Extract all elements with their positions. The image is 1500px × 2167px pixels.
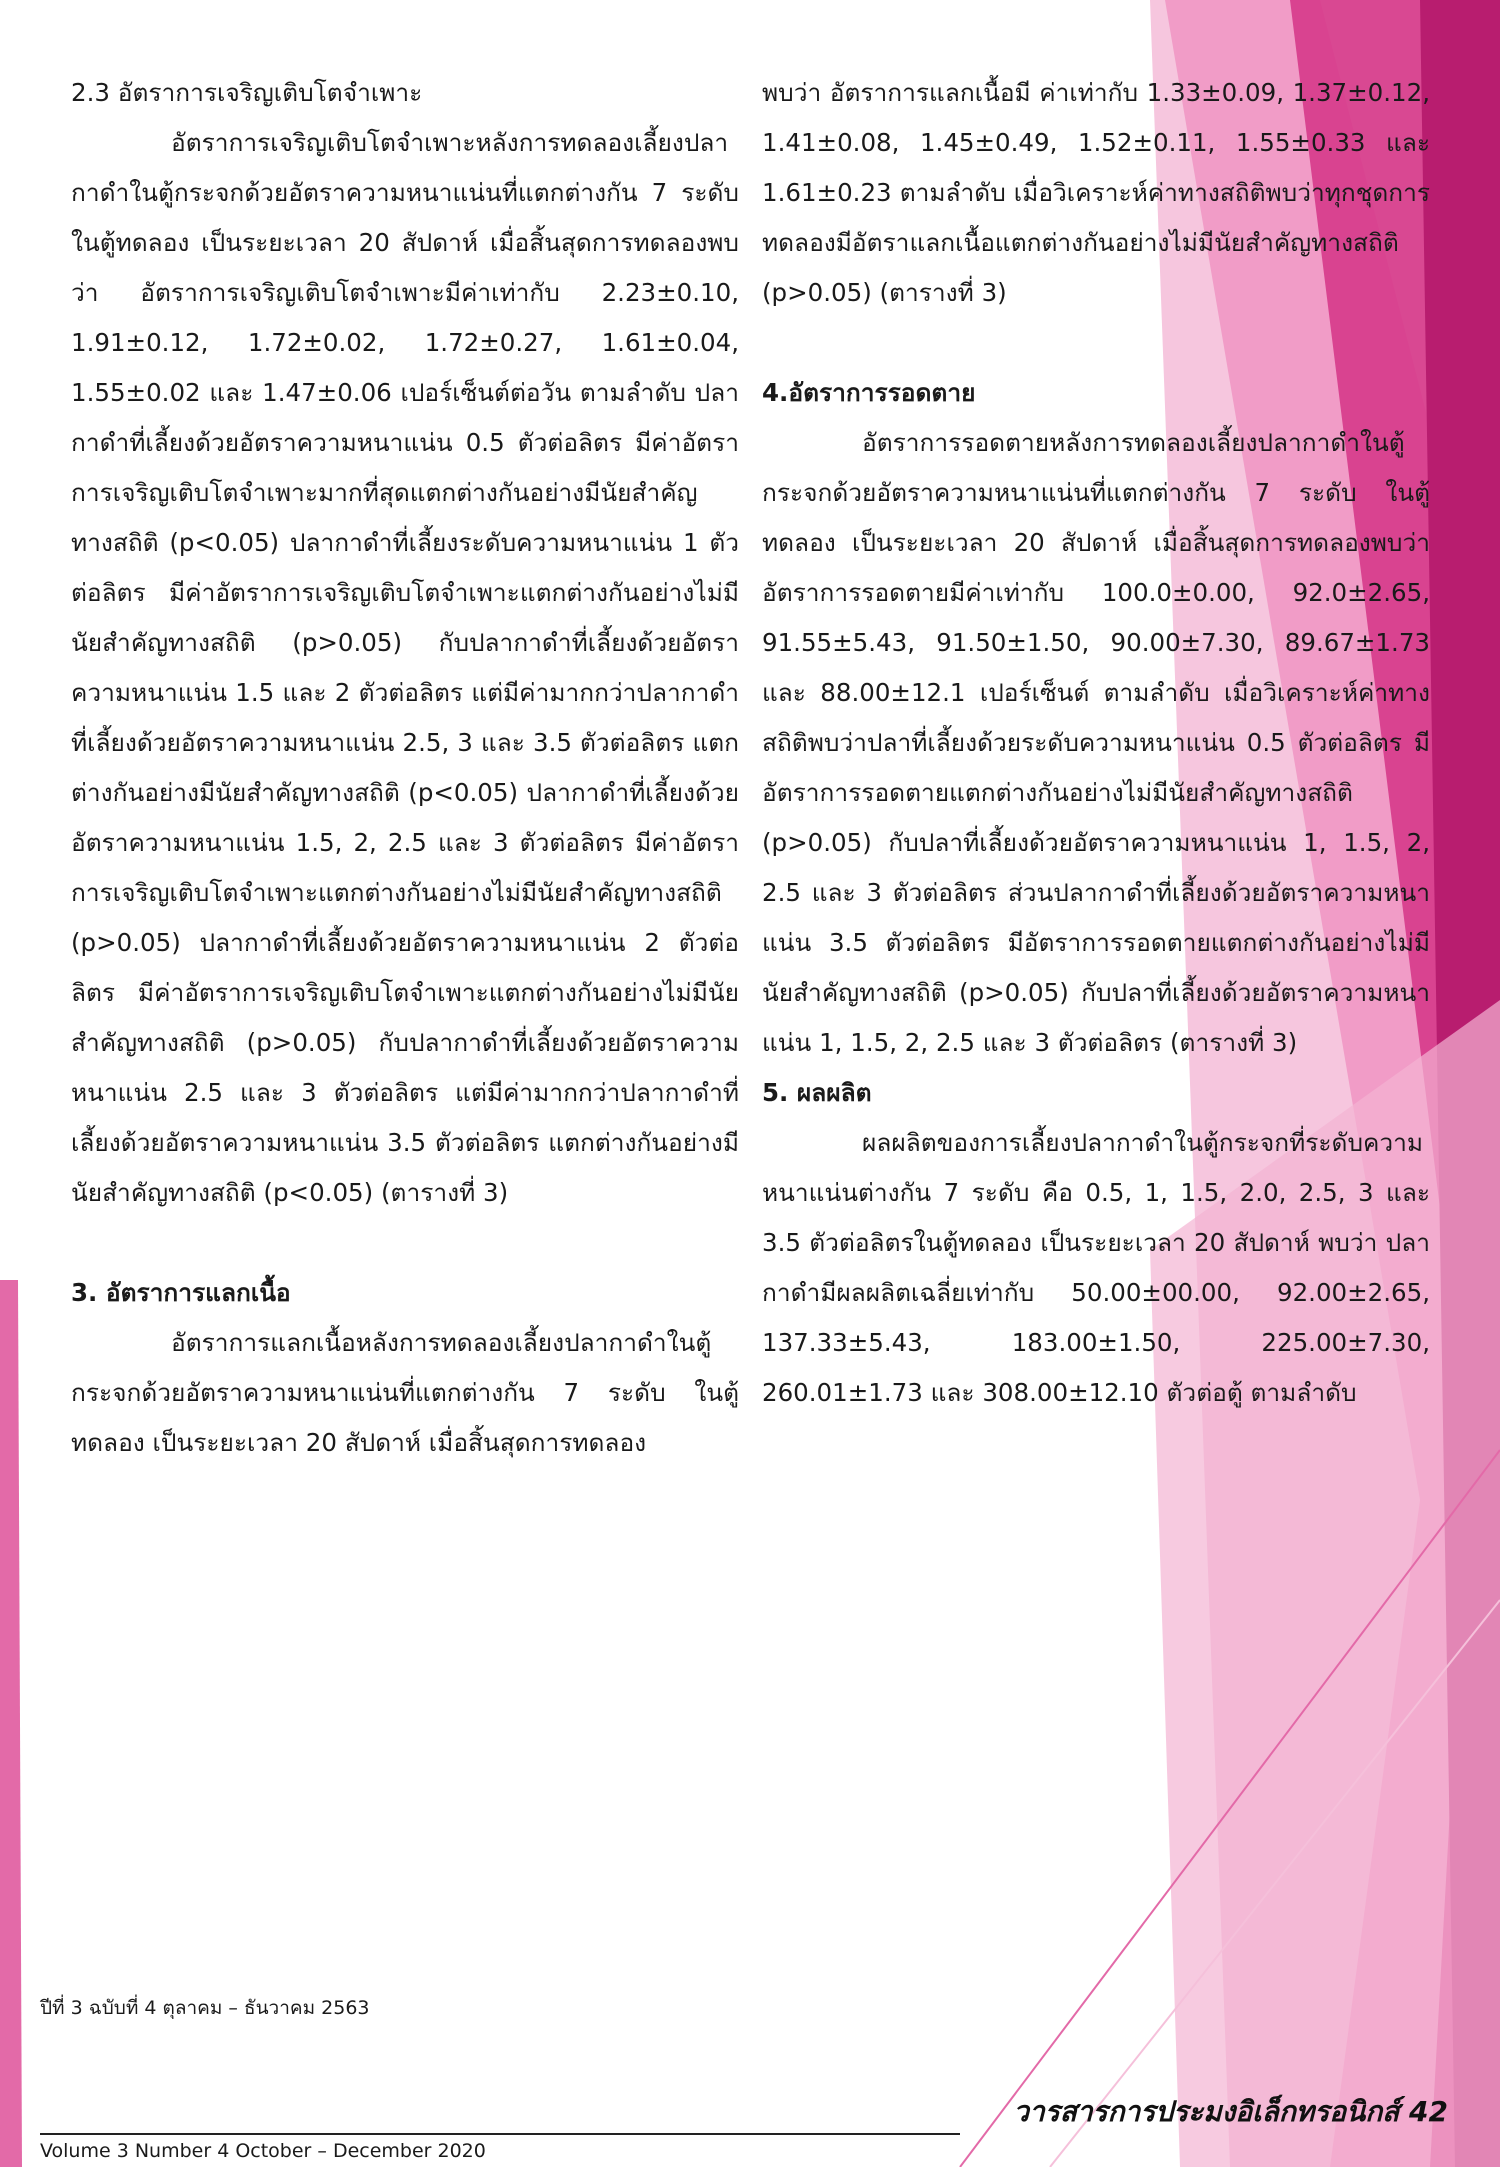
- section-3-paragraph-end: พบว่า อัตราการแลกเนื้อมี ค่าเท่ากับ 1.33±0.09, 1.37±0.12, 1.41±0.08, 1.45±0.49, 1.52±0.11, 1.55±0.33 และ 1.61±0.23 ตามลำดับ เมื่อวิเคราะห์ค่าทางสถิติพบว่าทุกชุดการทดลองมีอัตราแลกเนื้อแตกต่างกันอย่างไม่มีนัยสำคัญทางสถิติ (p>0.05) (ตารางที่ 3): [762, 78, 1430, 307]
- right-column: [762, 68, 1430, 1418]
- journal-running-title: [1013, 2090, 1448, 2134]
- left-column: [71, 68, 739, 1468]
- left-edge-band: [0, 1280, 22, 2167]
- section-4-paragraph: อัตราการรอดตายหลังการทดลองเลี้ยงปลากาดำในตู้กระจกด้วยอัตราความหนาแน่นที่แตกต่างกัน 7 ระดับ ในตู้ทดลอง เป็นระยะเวลา 20 สัปดาห์ เมื่อสิ้นสุดการทดลองพบว่าอัตราการรอดตายมีค่าเท่ากับ 100.0±0.00, 92.0±2.65, 91.55±5.43, 91.50±1.50, 90.00±7.30, 89.67±1.73 และ 88.00±12.1 เปอร์เซ็นต์ ตามลำดับ เมื่อวิเคราะห์ค่าทางสถิติพบว่าปลาที่เลี้ยงด้วยระดับความหนาแน่น 0.5 ตัวต่อลิตร มีอัตราการรอดตายแตกต่างกันอย่างไม่มีนัยสำคัญทางสถิติ (p>0.05) กับปลาที่เลี้ยงด้วยอัตราความหนาแน่น 1, 1.5, 2, 2.5 และ 3 ตัวต่อลิตร ส่วนปลากาดำที่เลี้ยงด้วยอัตราความหนาแน่น 3.5 ตัวต่อลิตร มีอัตราการรอดตายแตกต่างกันอย่างไม่มีนัยสำคัญทางสถิติ (p>0.05) กับปลาที่เลี้ยงด้วยอัตราความหนาแน่น 1, 1.5, 2, 2.5 และ 3 ตัวต่อลิตร (ตารางที่ 3): [762, 428, 1430, 1057]
- spacer: [762, 318, 1430, 368]
- section-5-heading: 5. ผลผลิต: [762, 1078, 872, 1107]
- section-2-3-heading: 2.3 อัตราการเจริญเติบโตจำเพาะ: [71, 78, 423, 107]
- section-5-paragraph: ผลผลิตของการเลี้ยงปลากาดำในตู้กระจกที่ระดับความหนาแน่นต่างกัน 7 ระดับ คือ 0.5, 1, 1.5, 2.0, 2.5, 3 และ 3.5 ตัวต่อลิตรในตู้ทดลอง เป็นระยะเวลา 20 สัปดาห์ พบว่า ปลากาดำมีผลผลิตเฉลี่ยเท่ากับ 50.00±00.00, 92.00±2.65, 137.33±5.43, 183.00±1.50, 225.00±7.30, 260.01±1.73 และ 308.00±12.10 ตัวต่อตู้ ตามลำดับ: [762, 1128, 1430, 1407]
- journal-name: วารสารการประมงอิเล็กทรอนิกส์: [1013, 2095, 1400, 2128]
- issue-english: Volume 3 Number 4 October – December 2020: [40, 2140, 486, 2162]
- page-number: 42: [1409, 2095, 1448, 2128]
- section-4-heading: 4.อัตราการรอดตาย: [762, 378, 976, 407]
- spacer: [71, 1218, 739, 1268]
- footer-rule: [40, 2133, 960, 2135]
- issue-thai: ปีที่ 3 ฉบับที่ 4 ตุลาคม – ธันวาคม 2563: [40, 1997, 370, 2019]
- section-2-3-paragraph: อัตราการเจริญเติบโตจำเพาะหลังการทดลองเลี้ยงปลากาดำในตู้กระจกด้วยอัตราความหนาแน่นที่แตกต่างกัน 7 ระดับ ในตู้ทดลอง เป็นระยะเวลา 20 สัปดาห์ เมื่อสิ้นสุดการทดลองพบว่า อัตราการเจริญเติบโตจำเพาะมีค่าเท่ากับ 2.23±0.10, 1.91±0.12, 1.72±0.02, 1.72±0.27, 1.61±0.04, 1.55±0.02 และ 1.47±0.06 เปอร์เซ็นต์ต่อวัน ตามลำดับ ปลากาดำที่เลี้ยงด้วยอัตราความหนาแน่น 0.5 ตัวต่อลิตร มีค่าอัตราการเจริญเติบโตจำเพาะมากที่สุดแตกต่างกันอย่างมีนัยสำคัญทางสถิติ (p<0.05) ปลากาดำที่เลี้ยงระดับความหนาแน่น 1 ตัวต่อลิตร มีค่าอัตราการเจริญเติบโตจำเพาะแตกต่างกันอย่างไม่มีนัยสำคัญทางสถิติ (p>0.05) กับปลากาดำที่เลี้ยงด้วยอัตราความหนาแน่น 1.5 และ 2 ตัวต่อลิตร แต่มีค่ามากกว่าปลากาดำที่เลี้ยงด้วยอัตราความหนาแน่น 2.5, 3 และ 3.5 ตัวต่อลิตร แตกต่างกันอย่างมีนัยสำคัญทางสถิติ (p<0.05) ปลากาดำที่เลี้ยงด้วยอัตราความหนาแน่น 1.5, 2, 2.5 และ 3 ตัวต่อลิตร มีค่าอัตราการเจริญเติบโตจำเพาะแตกต่างกันอย่างไม่มีนัยสำคัญทางสถิติ (p>0.05) ปลากาดำที่เลี้ยงด้วยอัตราความหนาแน่น 2 ตัวต่อลิตร มีค่าอัตราการเจริญเติบโตจำเพาะแตกต่างกันอย่างไม่มีนัยสำคัญทางสถิติ (p>0.05) กับปลากาดำที่เลี้ยงด้วยอัตราความหนาแน่น 2.5 และ 3 ตัวต่อลิตร แต่มีค่ามากกว่าปลากาดำที่เลี้ยงด้วยอัตราความหนาแน่น 3.5 ตัวต่อลิตร แตกต่างกันอย่างมีนัยสำคัญทางสถิติ (p<0.05) (ตารางที่ 3): [71, 128, 739, 1207]
- section-3-heading: 3. อัตราการแลกเนื้อ: [71, 1278, 291, 1307]
- section-3-paragraph-start: อัตราการแลกเนื้อหลังการทดลองเลี้ยงปลากาดำในตู้กระจกด้วยอัตราความหนาแน่นที่แตกต่างกัน 7 ระดับ ในตู้ทดลอง เป็นระยะเวลา 20 สัปดาห์ เมื่อสิ้นสุดการทดลอง: [71, 1328, 739, 1457]
